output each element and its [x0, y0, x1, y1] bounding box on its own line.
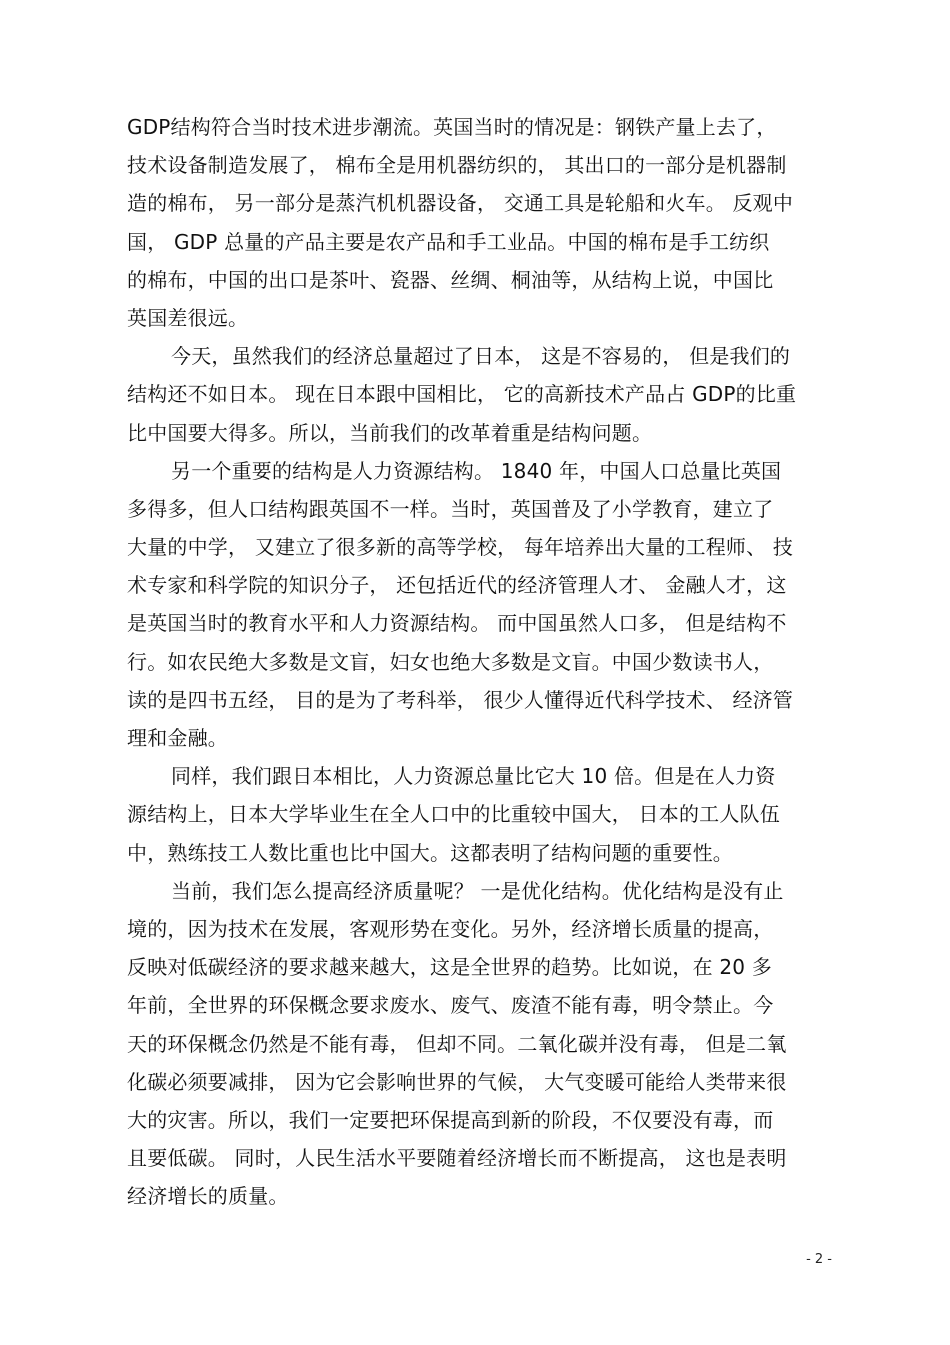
text-line: 术专家和科学院的知识分子， 还包括近代的经济管理人才、 金融人才，这 [127, 573, 787, 598]
text-line: 是英国当时的教育水平和人力资源结构。 而中国虽然人口多， 但是结构不 [127, 611, 787, 636]
text-line: 多得多，但人口结构跟英国不一样。当时，英国普及了小学教育，建立了 [127, 496, 774, 521]
text-line: 年前，全世界的环保概念要求废水、废气、废渣不能有毒，明令禁止。今 [127, 993, 774, 1018]
paragraph-start-line: 当前，我们怎么提高经济质量呢？ 一是优化结构。优化结构是没有止 [171, 878, 784, 903]
text-line: 造的棉布， 另一部分是蒸汽机机器设备， 交通工具是轮船和火车。 反观中 [127, 191, 794, 216]
text-line: 比中国要大得多。所以，当前我们的改革着重是结构问题。 [127, 420, 653, 445]
paragraph-start-line: 同样，我们跟日本相比，人力资源总量比它大 10 倍。但是在人力资 [171, 764, 776, 789]
text-line: 大量的中学， 又建立了很多新的高等学校， 每年培养出大量的工程师、 技 [127, 535, 794, 560]
text-line: 结构还不如日本。 现在日本跟中国相比， 它的高新技术产品占 GDP的比重 [127, 382, 797, 407]
page-number: - 2 - [806, 1252, 832, 1267]
text-line: 天的环保概念仍然是不能有毒， 但却不同。二氧化碳并没有毒， 但是二氧 [127, 1031, 787, 1056]
text-line: 大的灾害。所以，我们一定要把环保提高到新的阶段，不仅要没有毒，而 [127, 1107, 774, 1132]
text-line: 行。如农民绝大多数是文盲，妇女也绝大多数是文盲。中国少数读书人， [127, 649, 774, 674]
text-line: 且要低碳。 同时，人民生活水平要随着经济增长而不断提高， 这也是表明 [127, 1146, 787, 1171]
text-line: GDP结构符合当时技术进步潮流。英国当时的情况是：钢铁产量上去了， [127, 115, 777, 139]
text-line: 境的，因为技术在发展，客观形势在变化。另外，经济增长质量的提高， [127, 916, 774, 941]
text-line: 的棉布，中国的出口是茶叶、瓷器、丝绸、桐油等，从结构上说，中国比 [127, 267, 774, 292]
text-line: 源结构上，日本大学毕业生在全人口中的比重较中国大， 日本的工人队伍 [127, 802, 780, 827]
text-line: 读的是四书五经， 目的是为了考科举， 很少人懂得近代科学技术、 经济管 [127, 687, 794, 712]
body-text [127, 108, 847, 1215]
text-line: 经济增长的质量。 [127, 1184, 289, 1209]
text-line: 技术设备制造发展了， 棉布全是用机器纺织的， 其出口的一部分是机器制 [127, 153, 787, 178]
text-line: 国， GDP 总量的产品主要是农产品和手工业品。中国的棉布是手工纺织 [127, 229, 770, 254]
text-line: 理和金融。 [127, 726, 228, 750]
text-line: 化碳必须要减排， 因为它会影响世界的气候， 大气变暖可能给人类带来很 [127, 1069, 787, 1094]
text-line: 英国差很远。 [127, 305, 249, 330]
paragraph-start-line: 今天，虽然我们的经济总量超过了日本， 这是不容易的， 但是我们的 [171, 344, 791, 369]
paragraph-start-line: 另一个重要的结构是人力资源结构。 1840 年，中国人口总量比英国 [171, 458, 782, 483]
text-line: 反映对低碳经济的要求越来越大，这是全世界的趋势。比如说，在 20 多 [127, 955, 772, 980]
text-line: 中，熟练技工人数比重也比中国大。这都表明了结构问题的重要性。 [127, 840, 733, 865]
